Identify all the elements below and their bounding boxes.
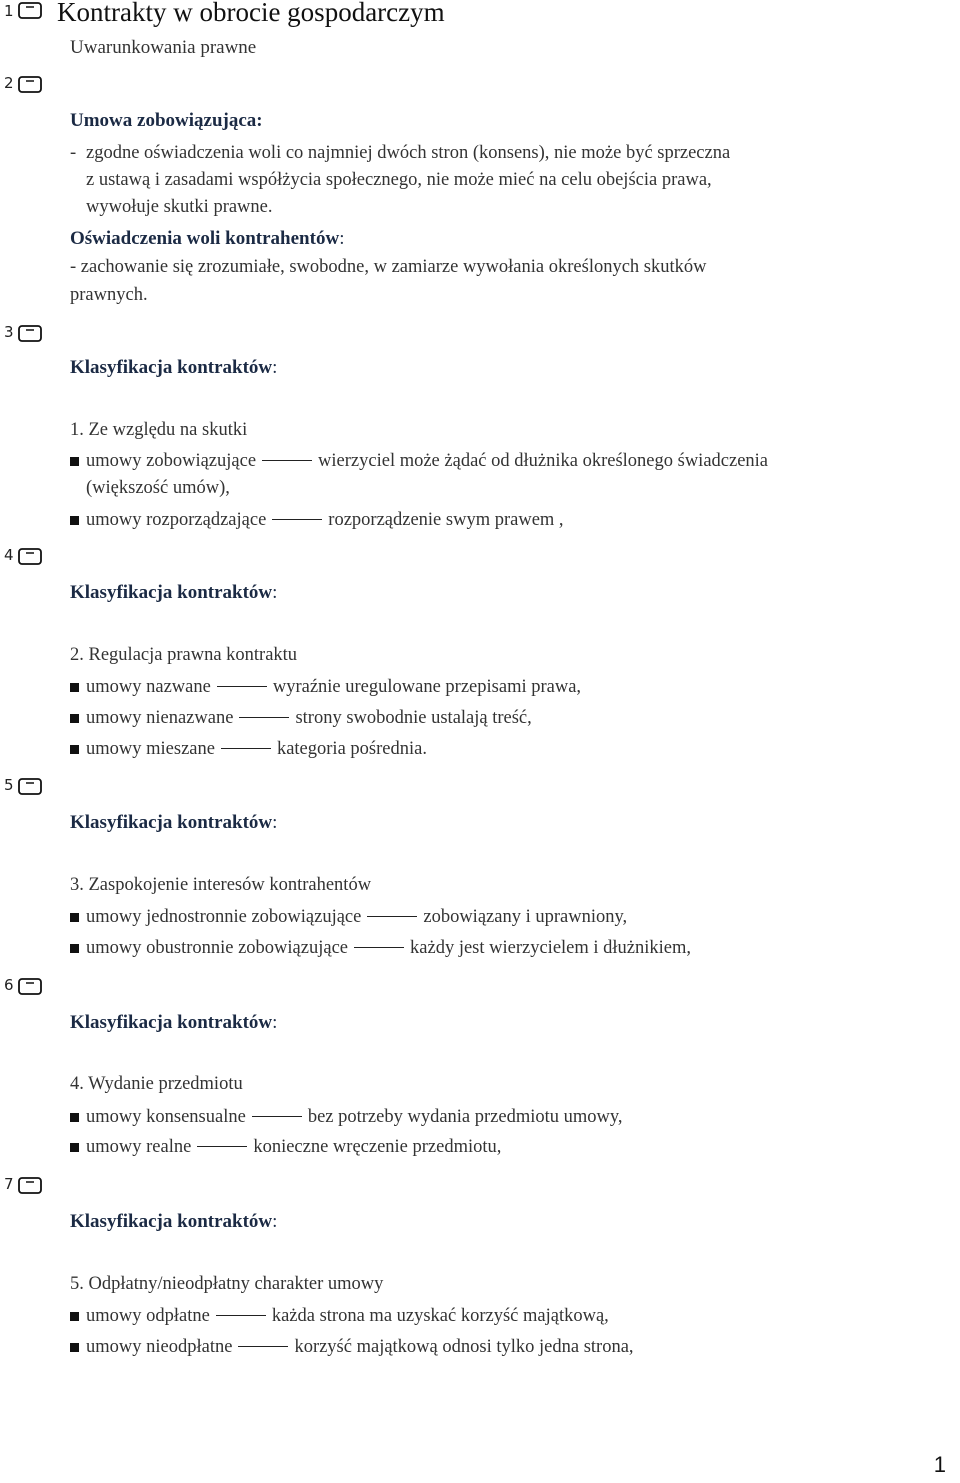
criterion: 5. Odpłatny/nieodpłatny charakter umowy xyxy=(70,1274,384,1294)
bullet-marker xyxy=(70,1312,79,1321)
bullet-marker xyxy=(70,913,79,922)
heading-klasyfikacja: Klasyfikacja kontraktów: xyxy=(70,357,278,378)
slide-note-icon[interactable] xyxy=(18,778,42,795)
bullet-marker xyxy=(70,683,79,692)
list-item: umowy rozporządzające rozporządzenie swym prawem , xyxy=(86,510,564,530)
heading-klasyfikacja: Klasyfikacja kontraktów: xyxy=(70,812,278,833)
list-item: umowy odpłatne każda strona ma uzyskać korzyść majątkową, xyxy=(86,1306,609,1326)
page-number: 1 xyxy=(933,1452,946,1477)
document-title: Kontrakty w obrocie gospodarczym xyxy=(57,0,445,27)
list-item: umowy nazwane wyraźnie uregulowane przepisami prawa, xyxy=(86,677,582,697)
heading-oswiadczenia-woli: Oświadczenia woli kontrahentów: xyxy=(70,228,345,249)
slide-note-icon[interactable] xyxy=(18,325,42,342)
slide-note-icon[interactable] xyxy=(18,978,42,995)
list-item: umowy jednostronnie zobowiązujące zobowiązany i uprawniony, xyxy=(86,907,628,927)
dash-marker: - xyxy=(70,143,77,163)
list-item: umowy mieszane kategoria pośrednia. xyxy=(86,739,427,759)
text-line: z ustawą i zasadami współżycia społecznego, nie może mieć na celu obejścia prawa, xyxy=(86,170,712,190)
text-line: zgodne oświadczenia woli co najmniej dwóch stron (konsens), nie może być sprzeczna xyxy=(86,143,731,163)
bullet-marker xyxy=(70,1113,79,1122)
list-item: umowy obustronnie zobowiązujące każdy jest wierzycielem i dłużnikiem, xyxy=(86,938,692,958)
criterion: 2. Regulacja prawna kontraktu xyxy=(70,645,298,665)
text-line: prawnych. xyxy=(70,285,148,305)
heading-klasyfikacja: Klasyfikacja kontraktów: xyxy=(70,1012,278,1033)
bullet-marker xyxy=(70,1143,79,1152)
slide-note-icon[interactable] xyxy=(18,76,42,93)
list-item: umowy zobowiązujące wierzyciel może żądać od dłużnika określonego świadczenia xyxy=(86,451,769,471)
bullet-marker xyxy=(70,457,79,466)
slide-note-icon[interactable] xyxy=(18,1177,42,1194)
bullet-marker xyxy=(70,516,79,525)
list-item: umowy nieodpłatne korzyść majątkową odnosi tylko jedna strona, xyxy=(86,1337,634,1357)
slide-number: 7 xyxy=(4,1175,14,1193)
slide-number: 3 xyxy=(4,323,14,341)
slide-number: 6 xyxy=(4,976,14,994)
slide-number: 1 xyxy=(4,2,14,20)
slide-number: 2 xyxy=(4,74,14,92)
list-item: umowy nienazwane strony swobodnie ustalają treść, xyxy=(86,708,532,728)
bullet-marker xyxy=(70,745,79,754)
bullet-marker xyxy=(70,944,79,953)
bullet-marker xyxy=(70,714,79,723)
text-line: - zachowanie się zrozumiałe, swobodne, w zamiarze wywołania określonych skutków xyxy=(70,257,707,277)
text-line: wywołuje skutki prawne. xyxy=(86,197,273,217)
slide-number: 5 xyxy=(4,776,14,794)
heading-umowa-zobowiazujaca: Umowa zobowiązująca: xyxy=(70,110,263,131)
list-item: umowy realne konieczne wręczenie przedmiotu, xyxy=(86,1137,502,1157)
slide-note-icon[interactable] xyxy=(18,548,42,565)
heading-klasyfikacja: Klasyfikacja kontraktów: xyxy=(70,1211,278,1232)
criterion: 1. Ze względu na skutki xyxy=(70,420,248,440)
list-item: umowy konsensualne bez potrzeby wydania przedmiotu umowy, xyxy=(86,1107,623,1127)
heading-klasyfikacja: Klasyfikacja kontraktów: xyxy=(70,582,278,603)
list-item-continuation: (większość umów), xyxy=(86,478,230,498)
criterion: 3. Zaspokojenie interesów kontrahentów xyxy=(70,875,372,895)
slide-note-icon[interactable] xyxy=(18,2,42,19)
subtitle: Uwarunkowania prawne xyxy=(70,37,257,58)
criterion: 4. Wydanie przedmiotu xyxy=(70,1074,243,1094)
slide-number: 4 xyxy=(4,546,14,564)
bullet-marker xyxy=(70,1343,79,1352)
